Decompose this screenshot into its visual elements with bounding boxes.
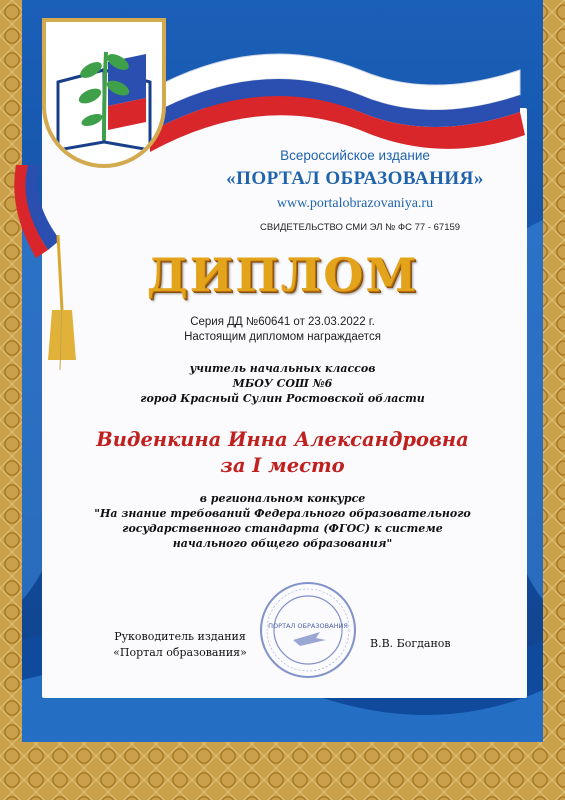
publisher-line1: Всероссийское издание	[280, 148, 430, 163]
recipient-city: город Красный Сулин Ростовской области	[140, 392, 425, 405]
award-place: за I место	[220, 454, 345, 477]
signer-name: В.В. Богданов	[370, 637, 451, 650]
signature-role-line1: Руководитель издания	[114, 630, 246, 643]
diploma-title: ДИПЛОМ	[146, 248, 419, 302]
open-book-sprout-icon	[46, 22, 162, 164]
media-certificate: СВИДЕТЕЛЬСТВО СМИ ЭЛ № ФС 77 - 67159	[259, 222, 461, 233]
recipient-position: учитель начальных классов	[189, 362, 376, 375]
signature-role-line2: «Портал образования»	[113, 646, 247, 659]
competition-line1: "На знание требований Федерального образовательного	[94, 507, 471, 520]
recipient-school: МБОУ СОШ №6	[232, 377, 333, 390]
competition-line3: начального общего образования"	[172, 537, 393, 550]
awarded-text: Настоящим дипломом награждается	[184, 331, 381, 343]
recipient-name: Виденкина Инна Александровна	[96, 428, 469, 451]
stamp-text: ПОРТАЛ ОБРАЗОВАНИЯ	[268, 622, 348, 630]
stamp-seal	[258, 580, 358, 680]
competition-intro: в региональном конкурсе	[199, 492, 366, 505]
emblem-logo	[42, 18, 166, 168]
competition-line2: государственного стандарта (ФГОС) к системе	[122, 522, 443, 535]
diploma-series: Серия ДД №60641 от 23.03.2022 г.	[190, 316, 375, 328]
publisher-url: www.portalobrazovaniya.ru	[276, 196, 434, 211]
publisher-name: «ПОРТАЛ ОБРАЗОВАНИЯ»	[226, 168, 484, 189]
